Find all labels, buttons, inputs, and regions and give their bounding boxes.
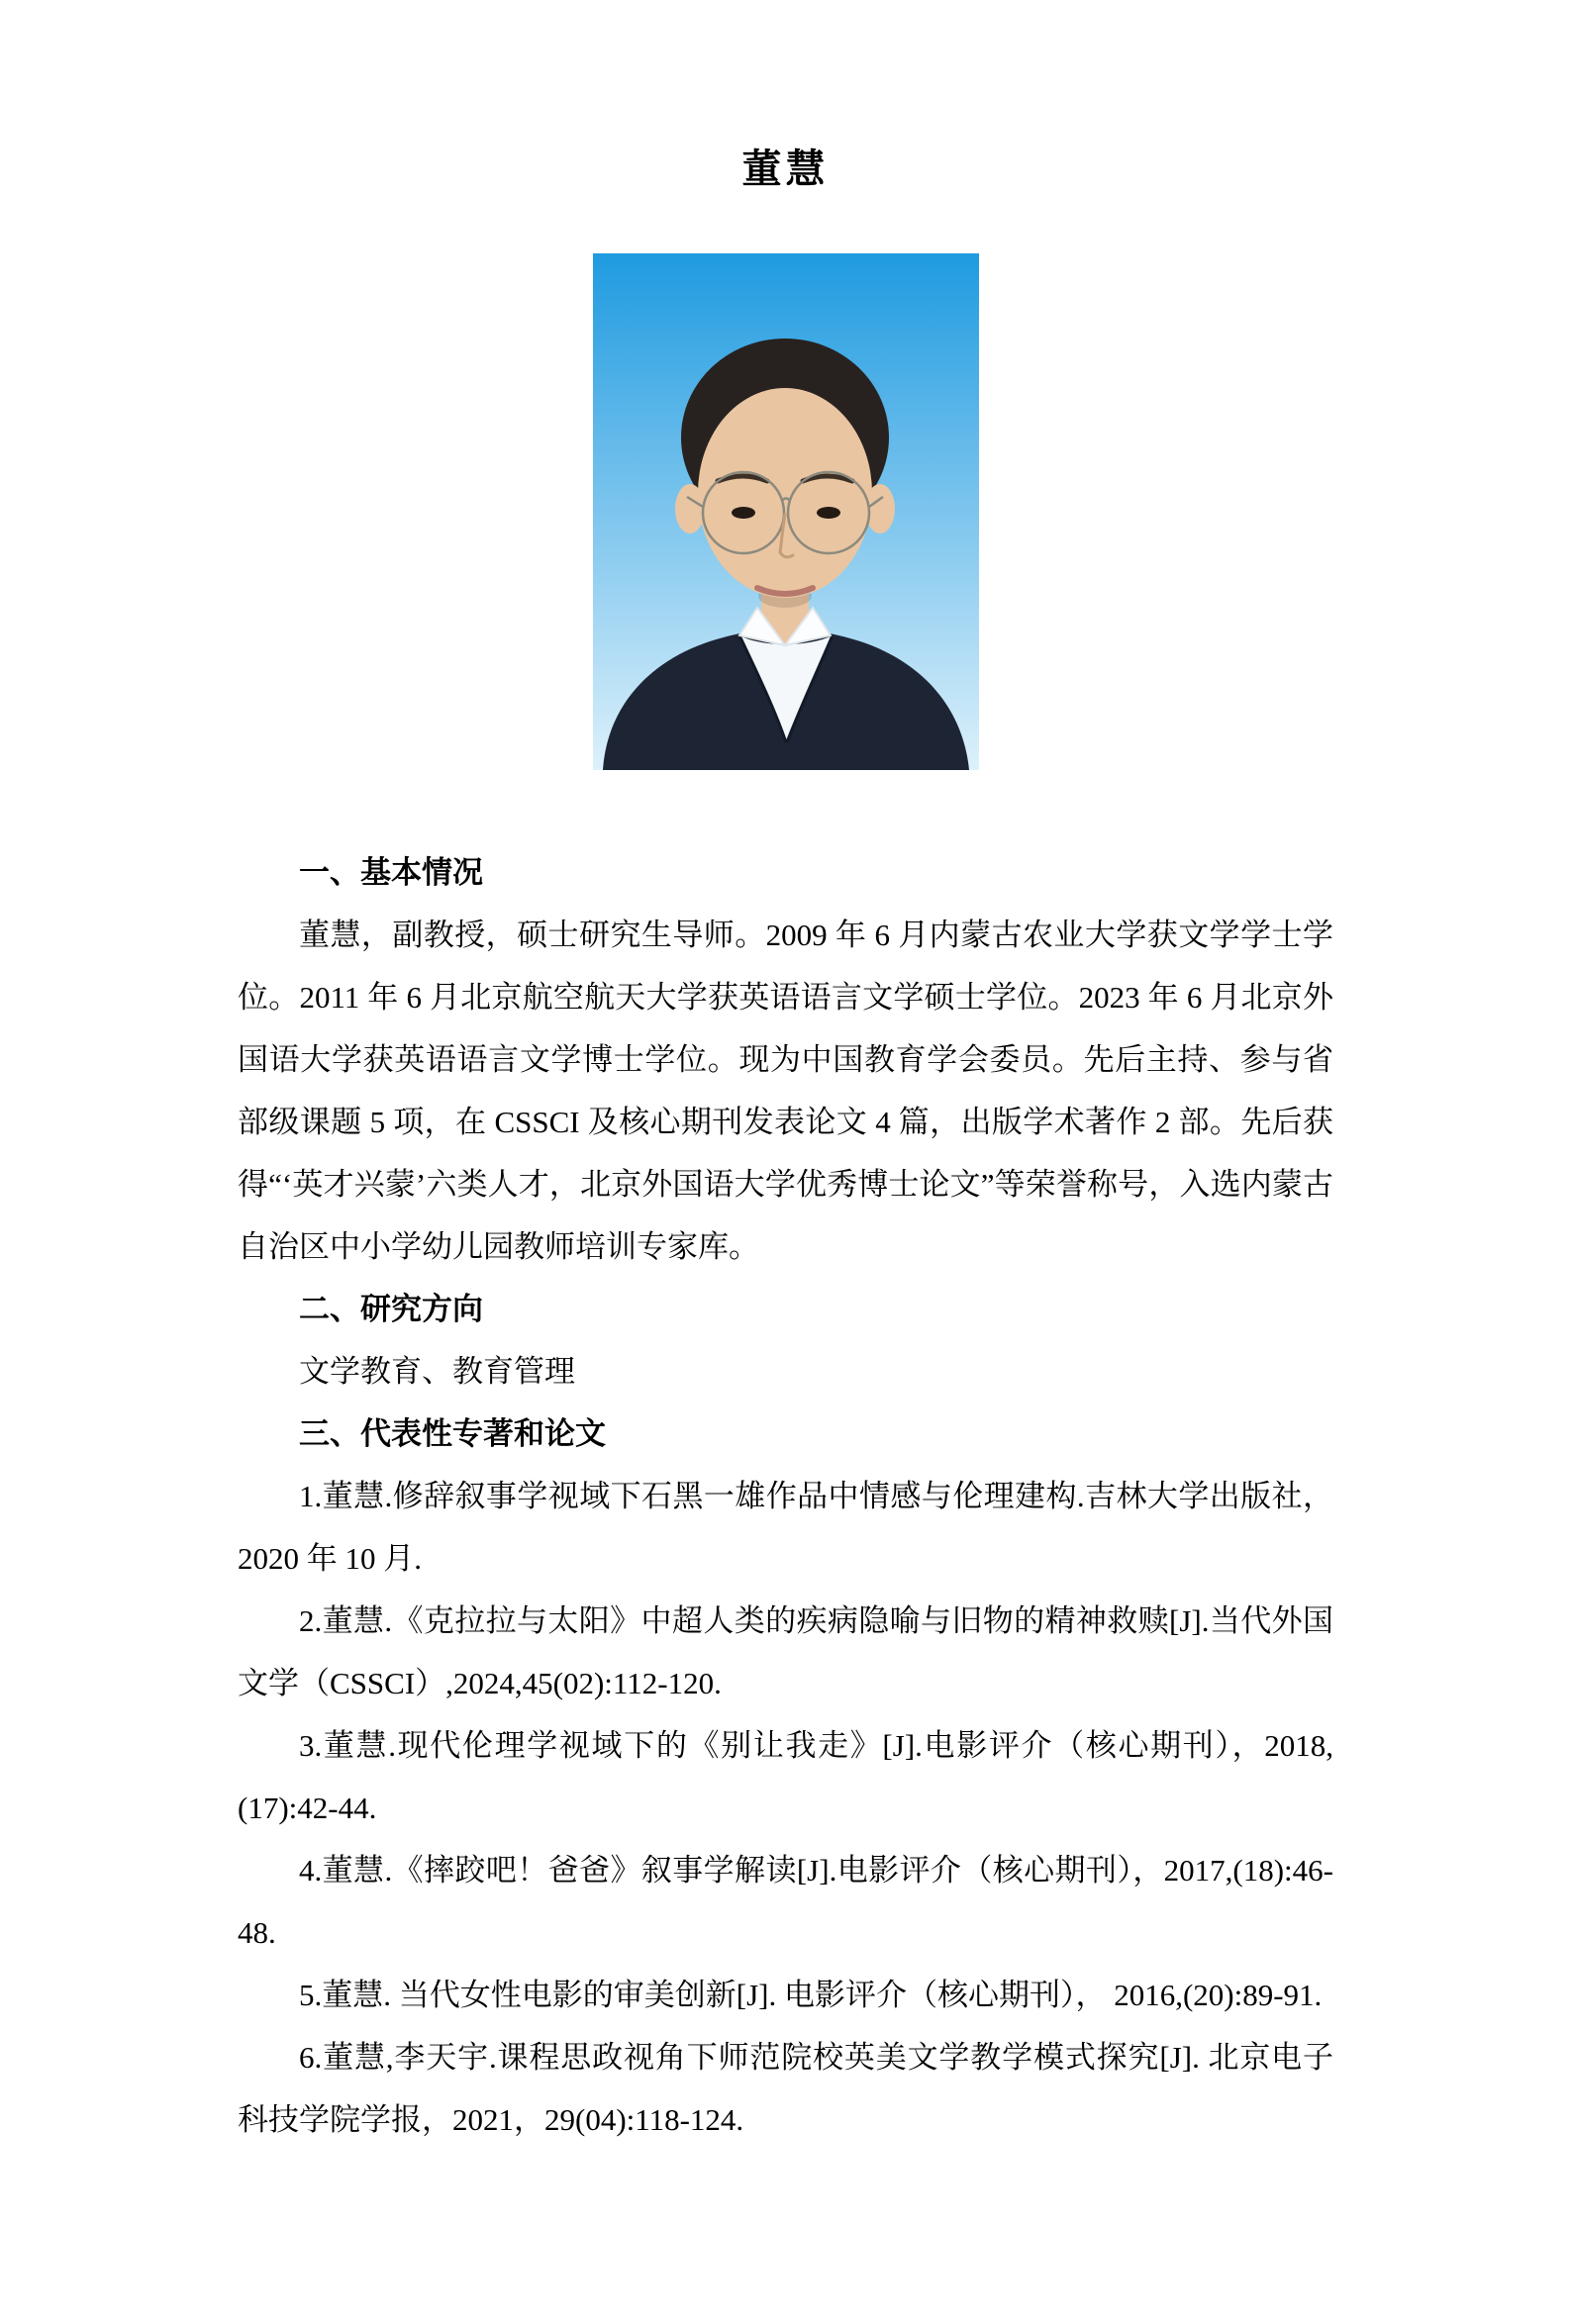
- publication-item-1: 1.董慧.修辞叙事学视域下石黑一雄作品中情感与伦理建构.吉林大学出版社，2020 年 10 月.: [238, 1479, 1333, 1576]
- research-directions-text: 文学教育、教育管理: [299, 1354, 575, 1389]
- section-heading-publications: 三、代表性专著和论文: [299, 1416, 606, 1451]
- page-title: 董慧: [741, 146, 830, 191]
- eye-right: [817, 507, 840, 519]
- eye-left: [732, 507, 755, 519]
- section-heading-research: 二、研究方向: [299, 1292, 483, 1326]
- publication-item-3: 3.董慧.现代伦理学视域下的《别让我走》[J].电影评介（核心期刊），2018,(17):42-44.: [238, 1728, 1333, 1825]
- publication-item-2: 2.董慧.《克拉拉与太阳》中超人类的疾病隐喻与旧物的精神救赎[J].当代外国文学（CSSCI）,2024,45(02):112-120.: [238, 1603, 1333, 1700]
- publication-item-6: 6.董慧,李天宇.课程思政视角下师范院校英美文学教学模式探究[J]. 北京电子科技学院学报，2021，29(04):118-124.: [238, 2040, 1333, 2137]
- document-body: [238, 841, 1333, 2151]
- portrait-photo: [593, 253, 979, 770]
- section-heading-basic-info: 一、基本情况: [299, 855, 483, 890]
- portrait-face: [698, 388, 872, 598]
- portrait-illustration: [593, 253, 979, 770]
- publication-item-5: 5.董慧. 当代女性电影的审美创新[J]. 电影评介（核心期刊）， 2016,(20):89-91.: [299, 1978, 1323, 2012]
- publication-item-4: 4.董慧.《摔跤吧！爸爸》叙事学解读[J].电影评介（核心期刊），2017,(18):46-48.: [238, 1853, 1333, 1950]
- bio-paragraph: 董慧，副教授，硕士研究生导师。2009 年 6 月内蒙古农业大学获文学学士学位。2011 年 6 月北京航空航天大学获英语语言文学硕士学位。2023 年 6 月北京外国语大学获英语语言文学博士学位。现为中国教育学会委员。先后主持、参与省部级课题 5 项，在 CSSCI 及核心期刊发表论文 4 篇，出版学术著作 2 部。先后获得“‘英才兴蒙’六类人才，北京外国语大学优秀博士论文”等荣誉称号，入选内蒙古自治区中小学幼儿园教师培训专家库。: [238, 918, 1333, 1264]
